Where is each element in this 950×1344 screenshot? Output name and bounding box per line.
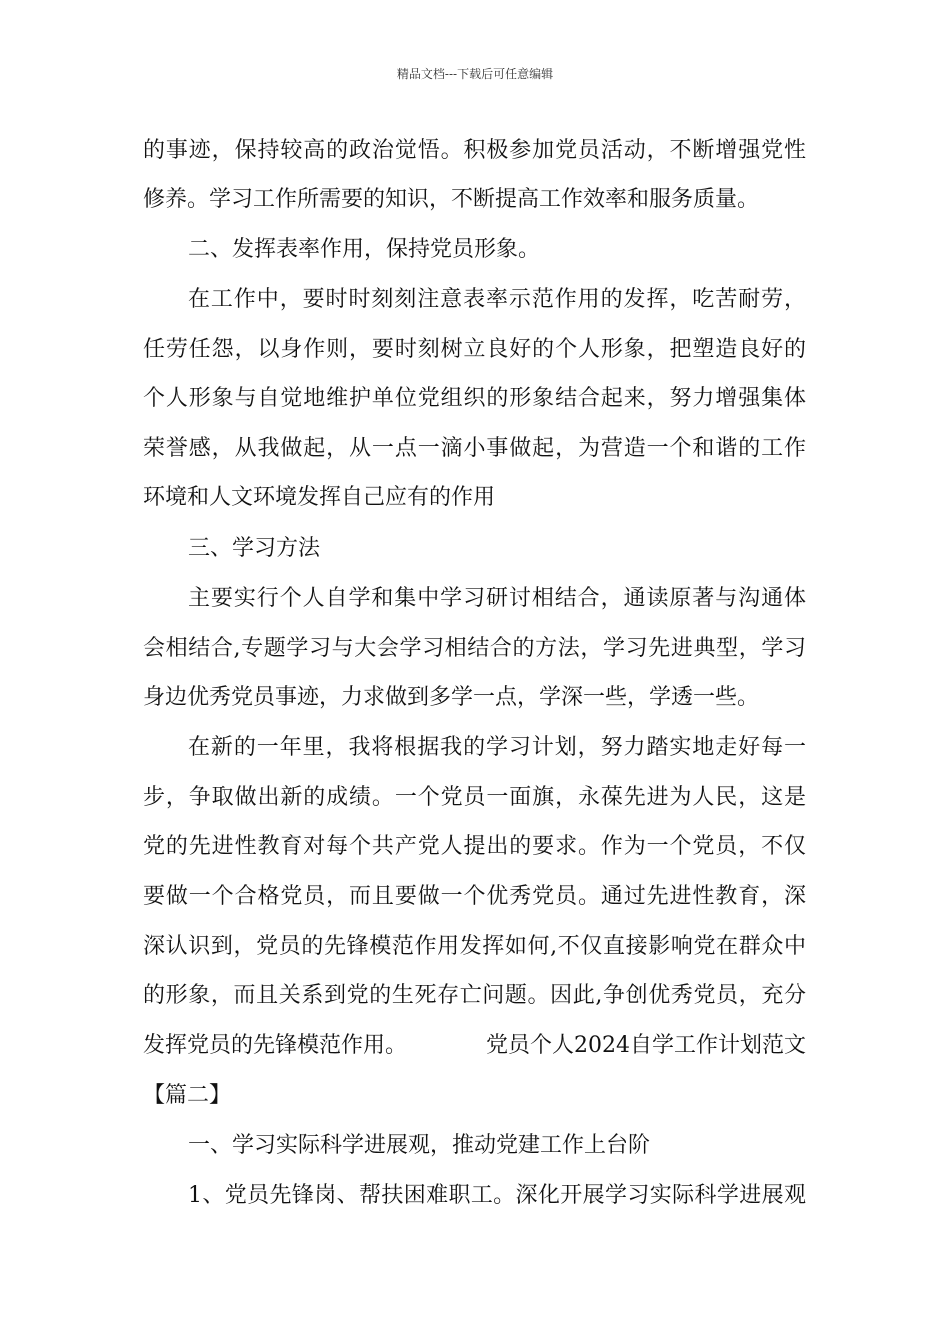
page-header: 精品文档---下载后可任意编辑 — [396, 67, 554, 81]
section-label-part-2: 【篇二】 — [143, 1083, 232, 1108]
body-line-12: 身边优秀党员事迹，力求做到多学一点，学深一些，学透一些。 — [143, 685, 760, 710]
body-line-18: 的形象，而且关系到党的生死存亡问题。因此,争创优秀党员，充分 — [143, 983, 806, 1008]
body-line-10: 主要实行个人自学和集中学习研讨相结合，通读原著与沟通体 — [188, 586, 806, 611]
section-heading-2: 二、发挥表率作用，保持党员形象。 — [188, 237, 541, 262]
article-title: 党员个人2024自学工作计划范文 — [486, 1033, 806, 1058]
body-line-23: 1、党员先锋岗、帮扶困难职工。深化开展学习实际科学进展观 — [188, 1183, 806, 1208]
body-line-1: 的事迹，保持较高的政治觉悟。积极参加党员活动，不断增强党性 — [143, 138, 806, 163]
section-heading-3: 三、学习方法 — [188, 536, 321, 561]
body-line-19 — [143, 1031, 806, 1061]
body-line-6: 个人形象与自觉地维护单位党组织的形象结合起来，努力增强集体 — [143, 386, 806, 411]
section-heading-part-2-1: 一、学习实际科学进展观，推动党建工作上台阶 — [188, 1133, 651, 1158]
body-line-14: 步，争取做出新的成绩。一个党员一面旗，永葆先进为人民，这是 — [143, 785, 806, 810]
body-line-4: 在工作中，要时时刻刻注意表率示范作用的发挥，吃苦耐劳， — [188, 287, 806, 312]
body-line-2: 修养。学习工作所需要的知识，不断提高工作效率和服务质量。 — [143, 187, 760, 212]
body-line-15: 党的先进性教育对每个共产党人提出的要求。作为一个党员，不仅 — [143, 834, 806, 859]
body-line-8: 环境和人文环境发挥自己应有的作用 — [143, 485, 496, 510]
body-line-11: 会相结合,专题学习与大会学习相结合的方法，学习先进典型，学习 — [143, 636, 806, 661]
body-line-5: 任劳任怨，以身作则，要时刻树立良好的个人形象，把塑造良好的 — [143, 337, 806, 362]
body-line-7: 荣誉感，从我做起，从一点一滴小事做起，为营造一个和谐的工作 — [143, 436, 806, 461]
body-line-16: 要做一个合格党员，而且要做一个优秀党员。通过先进性教育，深 — [143, 884, 806, 909]
body-line-19-text: 发挥党员的先锋模范作用。 — [143, 1033, 408, 1058]
body-line-17: 深认识到，党员的先锋模范作用发挥如何,不仅直接影响党在群众中 — [143, 934, 806, 959]
body-line-13: 在新的一年里，我将根据我的学习计划，努力踏实地走好每一 — [188, 735, 806, 760]
